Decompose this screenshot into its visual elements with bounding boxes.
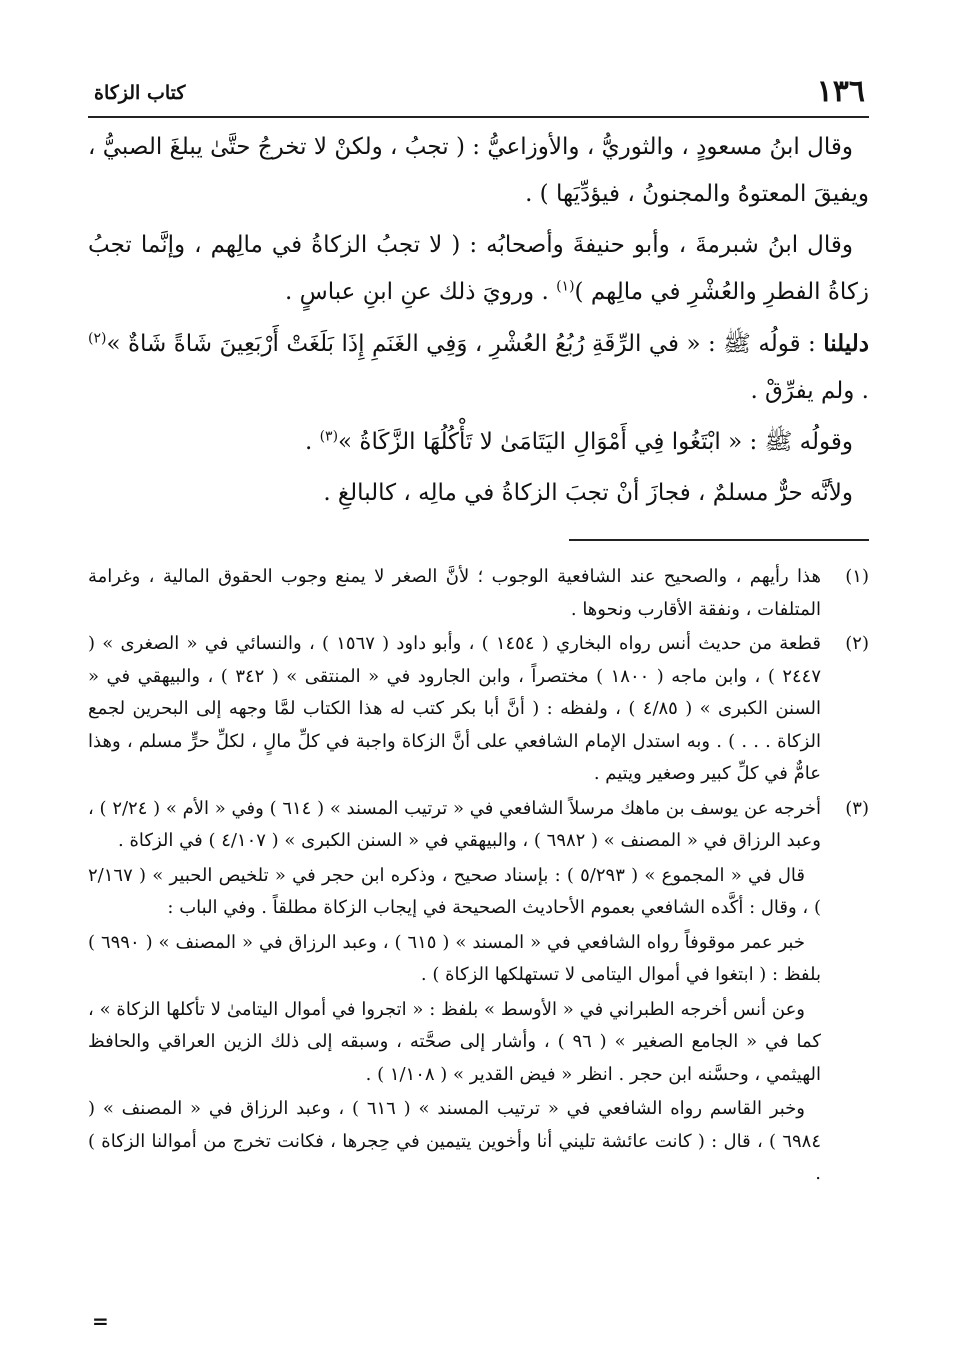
- lead-word: دليلنا: [823, 330, 869, 357]
- book-page: [88, 72, 869, 1345]
- footnote-separator: [569, 539, 869, 541]
- footnote-text: أخرجه عن يوسف بن ماهك مرسلاً الشافعي في « ترتيب المسند » ( ٦١٤ ) وفي « الأم » ( ٢/٢٤ ) ، وعبد الرزاق في « المصنف » ( ٦٩٨٢ ) ، والبيهقي في « السنن الكبرى » ( ٤/١٠٧ ) في الزكاة .: [88, 797, 821, 851]
- paragraph: ولأنَّه حرٌّ مسلمٌ ، فجازَ أنْ تجبَ الزكاةُ في مالِه ، كالبالغِ .: [323, 480, 853, 506]
- footnote: [88, 793, 869, 1193]
- continuation-mark: =: [92, 1309, 109, 1333]
- paragraph-text: . ولم يفرِّقْ .: [750, 378, 869, 404]
- footnote-text: وخبر القاسم رواه الشافعي في « ترتيب المسند » ( ٦١٦ ) ، وعبد الرزاق في « المصنف » ( ٦٩٨٤ ) ، قال : ( كانت عائشة تليني أنا وأخوين يتيمين في حِجرها ، فكانت تخرج من أموالنا الزكاة ) .: [88, 1098, 821, 1184]
- paragraph-text: وقال ابنُ شبرمةَ ، وأبو حنيفةَ وأصحابُه : ( لا تجبُ الزكاةُ في مالِهم ، وإنَّما تجبُ زكاةُ الفطرِ والعُشْرِ في مالِهم ): [88, 232, 869, 305]
- footnote-body: [88, 628, 821, 793]
- footnote-ref: (٣): [319, 428, 339, 445]
- footnote-number: (١): [845, 566, 869, 587]
- footnote-number: (٢): [845, 633, 869, 654]
- page-header: [88, 72, 869, 118]
- footnote-body: [88, 793, 821, 1193]
- paragraph-text: وقولُه ﷺ : « ابْتَغُوا فِي أَمْوَالِ اليَتَامَىٰ لا تَأْكُلُهَا الزَّكَاةُ »: [338, 429, 853, 455]
- footnote-text: وعن أنس أخرجه الطبراني في « الأوسط » بلفظ : « اتجروا في أموال اليتامىٰ لا تأكلها الزكاة » ، كما في « الجامع الصغير » ( ٩٦ ) ، وأشار إلى صحَّته ، وسبقه إلى ذلك الزين العراقي والحافظ الهيثمي ، وحسَّنه ابن حجر . انظر « فيض القدير » ( ١/١٠٨ ) .: [88, 998, 821, 1085]
- footnote-text: هذا رأيهم ، والصحيح عند الشافعية الوجوب ؛ لأنَّ الصغر لا يمنع وجوب الحقوق المالية ، وغرامة المتلفات ، ونفقة الأقارب ونحوها .: [88, 566, 821, 620]
- footnote-ref: (١): [556, 278, 575, 295]
- footnote-text: خبر عمر موقوفاً رواه الشافعي في « المسند » ( ٦١٥ ) ، وعبد الرزاق في « المصنف » ( ٦٩٩٠ ) بلفظ : ( ابتغوا في أموال اليتامى لا تستهلكها الزكاة ) .: [88, 931, 821, 985]
- paragraph: [88, 419, 869, 466]
- paragraph: [88, 222, 869, 316]
- paragraph-text: : قولُه ﷺ : « في الرِّقَةِ رُبُعُ العُشْرِ ، وَفِي الغَنَمِ إِذَا بَلَغَتْ أَرْبَعِينَ شَاةً شَاةٌ »: [106, 331, 824, 357]
- running-title: كتاب الزكاة: [94, 82, 186, 104]
- footnotes: [88, 561, 869, 1193]
- paragraph-text: . ورويَ ذلك عنِ ابنِ عباسٍ .: [285, 279, 557, 305]
- page-number: ١٣٦: [816, 74, 865, 109]
- footnote: [88, 561, 869, 628]
- main-text: [88, 124, 869, 517]
- paragraph: [88, 320, 869, 415]
- footnote-separator-wrap: [88, 521, 869, 561]
- paragraph-text: .: [304, 429, 320, 455]
- footnote-number: (٣): [845, 797, 869, 819]
- footnote-text: قال في « المجموع » ( ٥/٢٩٣ ) : بإسناد صحيح ، وذكره ابن حجر في « تلخيص الحبير » ( ٢/١٦٧ ) ، وقال : أكَّده الشافعي بعموم الأحاديث الصحيحة في إيجاب الزكاة مطلقاً . وفي الباب :: [88, 864, 821, 918]
- paragraph: وقال ابنُ مسعودٍ ، والثوريُّ ، والأوزاعيُّ : ( تجبُ ، ولكنْ لا تخرجُ حتَّىٰ يبلغَ الصبيُّ ، ويفيقَ المعتوهُ والمجنونُ ، فيؤدِّيَها ) .: [88, 134, 869, 207]
- footnote: [88, 628, 869, 793]
- footnote-text: قطعة من حديث أنس رواه البخاري ( ١٤٥٤ ) ، وأبو داود ( ١٥٦٧ ) ، والنسائي في « الصغرى » ( ٢٤٤٧ ) ، وابن ماجه ( ١٨٠٠ ) مختصراً ، وابن الجارود في « المنتقى » ( ٣٤٢ ) ، والبيهقي في « السنن الكبرى » ( ٤/٨٥ ) ، ولفظه : ( أنَّ أبا بكر كتب له هذا الكتاب لمَّا وجهه إلى البحرين لجمع الزكاة . . . ) . وبه استدل الإمام الشافعي على أنَّ الزكاة واجبة في كلِّ مالٍ ، لكلِّ حرٍّ مسلم ، وهذا عامٌّ في كلِّ كبير وصغير ويتيم .: [88, 633, 822, 784]
- footnote-body: [88, 561, 821, 628]
- footnote-ref: (٢): [88, 330, 107, 347]
